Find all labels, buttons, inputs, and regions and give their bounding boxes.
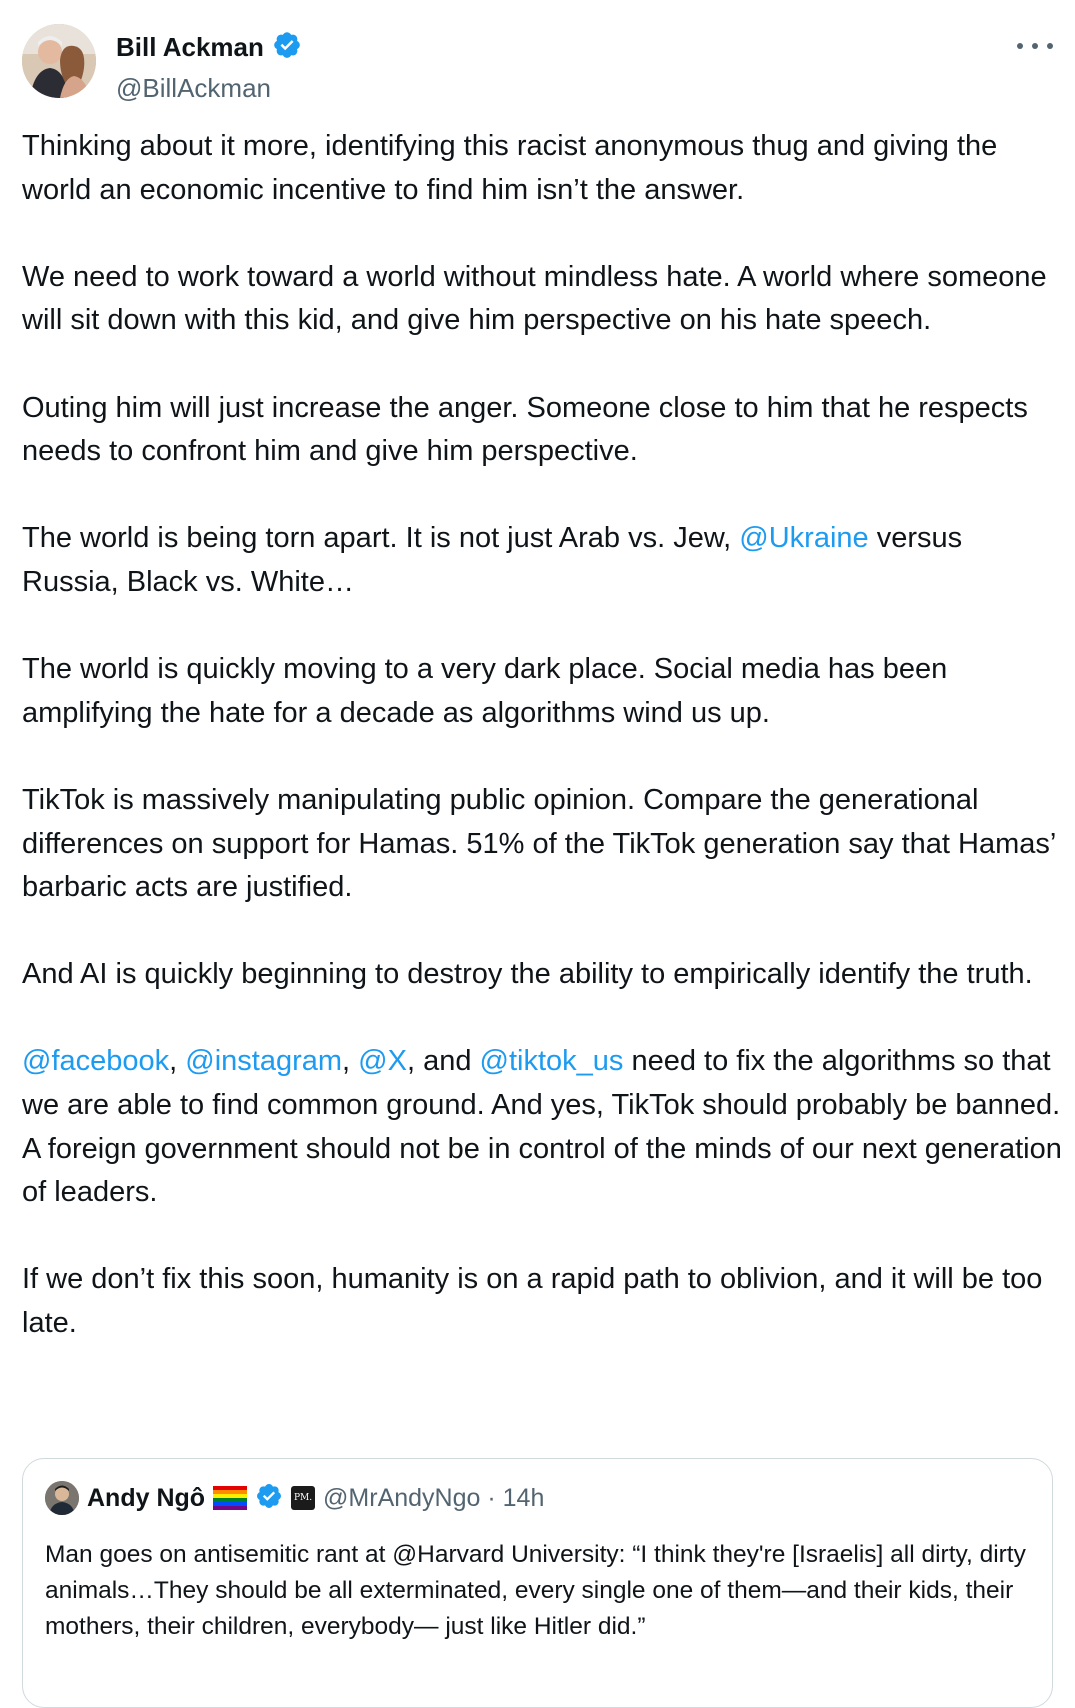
paragraph: We need to work toward a world without mindless hate. A world where someone will sit down with this kid, and give him perspective on his hate speech.: [22, 260, 1047, 337]
quoted-tweet[interactable]: [22, 1458, 1053, 1708]
paragraph: Thinking about it more, identifying this racist anonymous thug and giving the world an economic incentive to find him isn’t the answer.: [22, 130, 998, 206]
author-name[interactable]: Bill Ackman: [116, 32, 264, 62]
mention-x[interactable]: @X: [358, 1045, 407, 1078]
author-avatar[interactable]: [22, 24, 96, 98]
more-options-icon[interactable]: [1017, 34, 1053, 58]
quoted-author-name: Andy Ngô: [87, 1483, 206, 1512]
paragraph: The world is being torn apart. It is not just Arab vs. Jew, @Ukraine versus Russia, Black vs. White…: [22, 522, 963, 598]
mention-facebook[interactable]: @facebook: [22, 1045, 170, 1078]
quoted-handle-time: @MrAndyNgo · 14h: [323, 1483, 545, 1512]
verified-badge-icon: [255, 1482, 283, 1515]
tweet-header: [22, 24, 1053, 103]
author-info: [116, 30, 302, 104]
quoted-tweet-text: Man goes on antisemitic rant at @Harvard University: “I think they're [Israelis] all dirty, dirty animals…They should be all exterminated, every single one of them—and their kids, their mothers, their children, everybody— just like Hitler did.”: [45, 1541, 1026, 1640]
paragraph: The world is quickly moving to a very dark place. Social media has been amplifying the hate for a decade as algorithms wind us up.: [22, 653, 948, 729]
mention-tiktok-us[interactable]: @tiktok_us: [479, 1045, 624, 1078]
mention-instagram[interactable]: @instagram: [185, 1045, 343, 1078]
author-handle[interactable]: @BillAckman: [116, 73, 271, 103]
mention-ukraine[interactable]: @Ukraine: [739, 522, 869, 555]
paragraph: @facebook, @instagram, @X, and @tiktok_us need to fix the algorithms so that we are able to find common ground. And yes, TikTok should probably be banned. A foreign government should not be in control of the minds of our next generation of leaders.: [22, 1045, 1062, 1209]
quoted-author-avatar: [45, 1481, 79, 1515]
tweet-text: [22, 125, 1062, 1346]
quoted-tweet-header: [45, 1481, 544, 1515]
paragraph: And AI is quickly beginning to destroy the ability to empirically identify the truth.: [22, 958, 1033, 991]
paragraph: If we don’t fix this soon, humanity is on a rapid path to oblivion, and it will be too late.: [22, 1263, 1043, 1340]
affiliation-badge: PM.: [291, 1486, 315, 1510]
paragraph: Outing him will just increase the anger. Someone close to him that he respects needs to confront him and give him perspective.: [22, 391, 1028, 468]
paragraph: TikTok is massively manipulating public opinion. Compare the generational differences on support for Hamas. 51% of the TikTok generation say that Hamas’ barbaric acts are justified.: [22, 783, 1056, 904]
verified-badge-icon: [272, 30, 302, 65]
rainbow-flag-icon: [213, 1486, 247, 1510]
